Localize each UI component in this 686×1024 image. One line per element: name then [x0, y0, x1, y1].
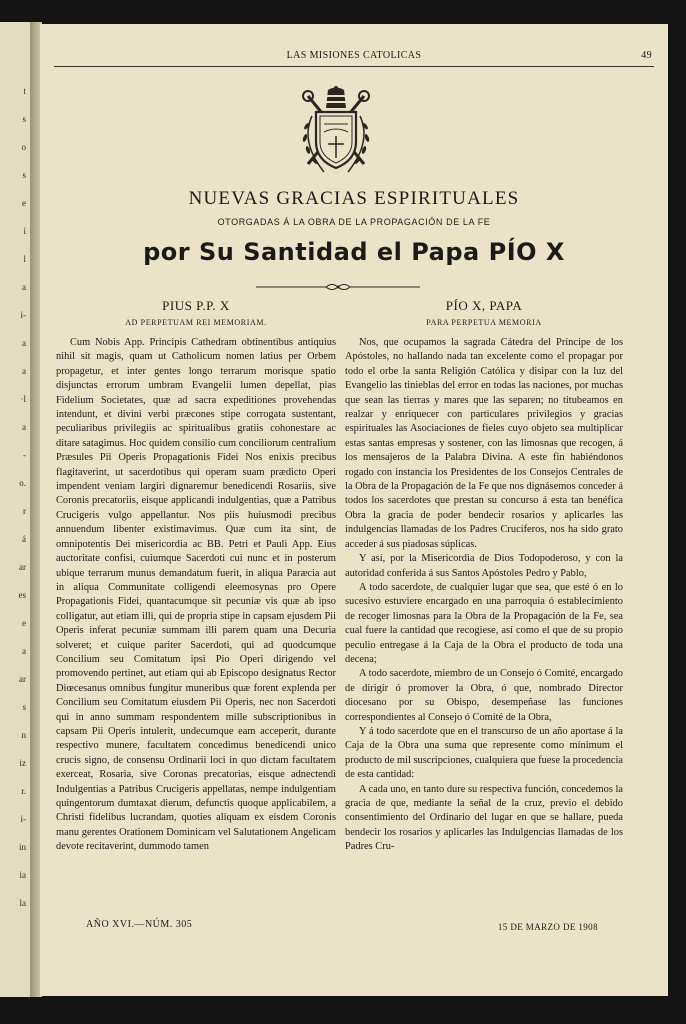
prev-page-fragment: a	[22, 338, 26, 348]
prev-page-fragment: la	[19, 898, 26, 908]
prev-page-fragment: í	[23, 226, 26, 236]
prev-page-fragment: s	[22, 702, 26, 712]
prev-page-fragment: iz	[19, 758, 26, 768]
document-page	[40, 24, 668, 996]
spanish-paragraph: Y á todo sacerdote que en el transcurso de un año aportase á la Caja de la Obra una suma que represente como mínimum el producto de mil suscripciones, cualquiera que fuese la procedencia de esta cantidad:	[345, 725, 623, 781]
prev-page-fragment: e	[22, 198, 26, 208]
prev-page-fragment: n	[21, 730, 26, 740]
spanish-column	[345, 298, 623, 855]
spanish-paragraph: A todo sacerdote, de cualquier lugar que sea, que esté ó en lo sucesivo estuviere encargado en una parroquia ó establecimiento de recoger limosnas para la Obra de la Propagación de la Fe, sea cual fuere la cantidad que recogiese, así como el que de su propio peculio entregase á la Caja de la Obra el producto de toda una decena;	[345, 581, 623, 665]
prev-page-fragment: a	[22, 366, 26, 376]
prev-page-fragment: i-	[20, 310, 26, 320]
spanish-subheading: PARA PERPETUA MEMORIA	[426, 318, 542, 327]
spanish-paragraph: A todo sacerdote, miembro de un Consejo ó Comité, encargado de dirigir ó promover la Obra, ó que, nombrado Director diocesano por su Obispo, desempeñase las funciones correspondientes al Consejo ó Comité de la Obra,	[345, 668, 623, 723]
spanish-paragraph: A cada uno, en tanto dure su respectiva función, concedemos la gracia de que, mediante la señal de la cruz, previo el debido consentimiento del Ordinario del lugar en que se hallare, pueda bendecir los rosarios y aplicarles las Indulgencias llamadas de los Padres Cru-	[345, 783, 623, 853]
latin-subheading: AD PERPETUAM REI MEMORIAM.	[125, 318, 267, 327]
prev-page-fragment: in	[18, 842, 26, 852]
prev-page-fragment: r	[23, 506, 26, 516]
prev-page-fragment: t	[23, 86, 26, 96]
ornamental-rule	[256, 282, 420, 292]
spanish-heading: PÍO X, PAPA	[445, 298, 523, 313]
prev-page-fragment: -	[23, 450, 26, 460]
prev-page-fragment: es	[18, 590, 26, 600]
spanish-text	[345, 336, 623, 855]
prev-page-fragment: s	[22, 170, 26, 180]
running-title: LAS MISIONES CATOLICAS	[286, 50, 422, 61]
prev-page-fragment: ar	[19, 674, 26, 684]
latin-column	[56, 298, 336, 855]
prev-page-fragment: e	[22, 618, 26, 628]
prev-page-fragment: ia	[19, 870, 26, 880]
header-rule	[54, 66, 654, 67]
prev-page-fragment: ·l	[20, 394, 26, 404]
papal-title: por Su Santidad el Papa PÍO X	[143, 238, 565, 266]
prev-page-fragment: r.	[21, 786, 26, 796]
prev-page-fragment: a	[22, 422, 26, 432]
page-number: 49	[641, 50, 652, 61]
issue-number: AÑO XVI.—NÚM. 305	[86, 919, 193, 930]
prev-page-fragment: a	[22, 646, 26, 656]
prev-page-fragment: i-	[20, 814, 26, 824]
issue-date: 15 DE MARZO DE 1908	[497, 922, 598, 932]
prev-page-fragment: a	[22, 282, 26, 292]
latin-paragraph: Cum Nobis App. Principis Cathedram obtinentibus antiquius nihil sit magis, quam ut Catholicum nomen latius per Orbem propagetur, et inter gentes longo terrarum morisque spatio disjunctas errorum umbram Evangelii lumen depellat, pias Fidelium Societates, quæ ad sacra expeditiones provehendas intendunt, et divini verbi præcones stipe corrogata sustentant, peculiaribus privilegiis ac spiritualibus gratiis cohonestare ac ditare satagimus. Hoc quidem consilio cum conciliorum centralium Præsules Pii Operis Propagationis Fidei Nos enixis precibus flagitaverint, ut sacerdotibus qui operam suam prædicto Operi impendent veniam largiri dignaremur benedicendi Rosariis, sive Coronis precatoriis, eisque applicandi indulgentias, quæ a Patribus Crucigeris vulgo appellantur. Nos piis huiusmodi precibus annuendum libenter existimavimus. Quæ cum ita sint, de omnipotentis Dei misericordia ac BB. Petri et Pauli App. Eius auctoritate confisi, cuiumque Sacerdoti cui nunc et in posterum ubique terrarum munus demandatum fuerit, in aliqua Paræcia aut in aliqua Communitate colligendi eleemosynas pro Opere Propagationis Fidei, quantacumque sit pecuniæ vis quæ ab ipso colligatur, aut etiam illi, qui de propria stipe in capsam ejusdem Pii Operis inferat pecuniæ summam illi parem quam una Decuria solveret; et cuique pariter Sacerdoti, qui ad quodcumque Concilium seu Comitatum ipsi Pio Operi dirigendo vel promovendo pertinet, aut etiam qui ab Episcopo designatus Rector Diœcesanus omnibus fungitur muneribus quæ forent explenda per Concilium seu Comitatum eiusdem Pii Operis, nec non Sacerdoti qui in anno summam respondentem mille subscriptionibus in capsam Pii Operis intulerit, undecumque eam acceperit, durante respectivo munere, facultatem concedimus benedicendi unico crucis signo, de consensu Ordinarii loci in quo dictam facultatem exerceat, Rosaria, sive Coronas precatorias, eisque adnectendi Indulgentias a Patribus Crucigeris appellatas, nempe indulgentiam quingentorum dumtaxat dierum, defunctis quoque applicabilem, a Christi fidelibus lucrandam, quoties aliquam ex eisdem Coronis manu gerentes Orationem Dominicam vel Salutationem Angelicam devote recitaverint, dummodo tamen	[56, 337, 336, 853]
main-title: NUEVAS GRACIAS ESPIRITUALES	[188, 188, 520, 209]
papal-coat-of-arms-icon	[294, 86, 378, 178]
previous-page-edge	[0, 22, 32, 997]
prev-page-fragment: o.	[19, 478, 26, 488]
spanish-paragraph: Nos, que ocupamos la sagrada Cátedra del Príncipe de los Apóstoles, no hallando nada tan excelente como el propagar por todo el orbe la santa Religión Católica y disipar con la luz del Evangelio las tinieblas del error en todas las naciones, por muchas que sean las tierras y mares que las separen; no titubeamos en realzar y enriquecer con particulares privilegios y gracias espirituales las Asociaciones de fieles cuyo objeto sea multiplicar estas santas empresas y sostener, con las limosnas que recogen, á los mensajeros de la Palabra Divina. A este fin habiéndonos rogado con instancia los Presidentes de los Consejos Centrales de la Obra de la Propagación de la Fe que nos dignásemos conceder á todos los sacerdotes que prestan su concurso á esta tan benéfica Obra la gracia de poder bendecir rosarios y aplicarles las indulgencias llamadas de los Padres Crucíferos, nos ha sido grato acceder á sus piadosas súplicas.	[345, 337, 623, 550]
prev-page-fragment: s	[22, 114, 26, 124]
latin-heading: PIUS P.P. X	[162, 298, 230, 313]
subtitle: OTORGADAS Á LA OBRA DE LA PROPAGACIÓN DE LA FE	[217, 217, 491, 227]
prev-page-fragment: l	[23, 254, 26, 264]
spanish-paragraph: Y así, por la Misericordia de Dios Todopoderoso, y con la autoridad conferida á sus Santos Apóstoles Pedro y Pablo,	[345, 553, 623, 579]
latin-text	[56, 336, 336, 855]
prev-page-fragment: á	[22, 534, 26, 544]
prev-page-fragment: o	[21, 142, 26, 152]
prev-page-fragment: ar	[19, 562, 26, 572]
